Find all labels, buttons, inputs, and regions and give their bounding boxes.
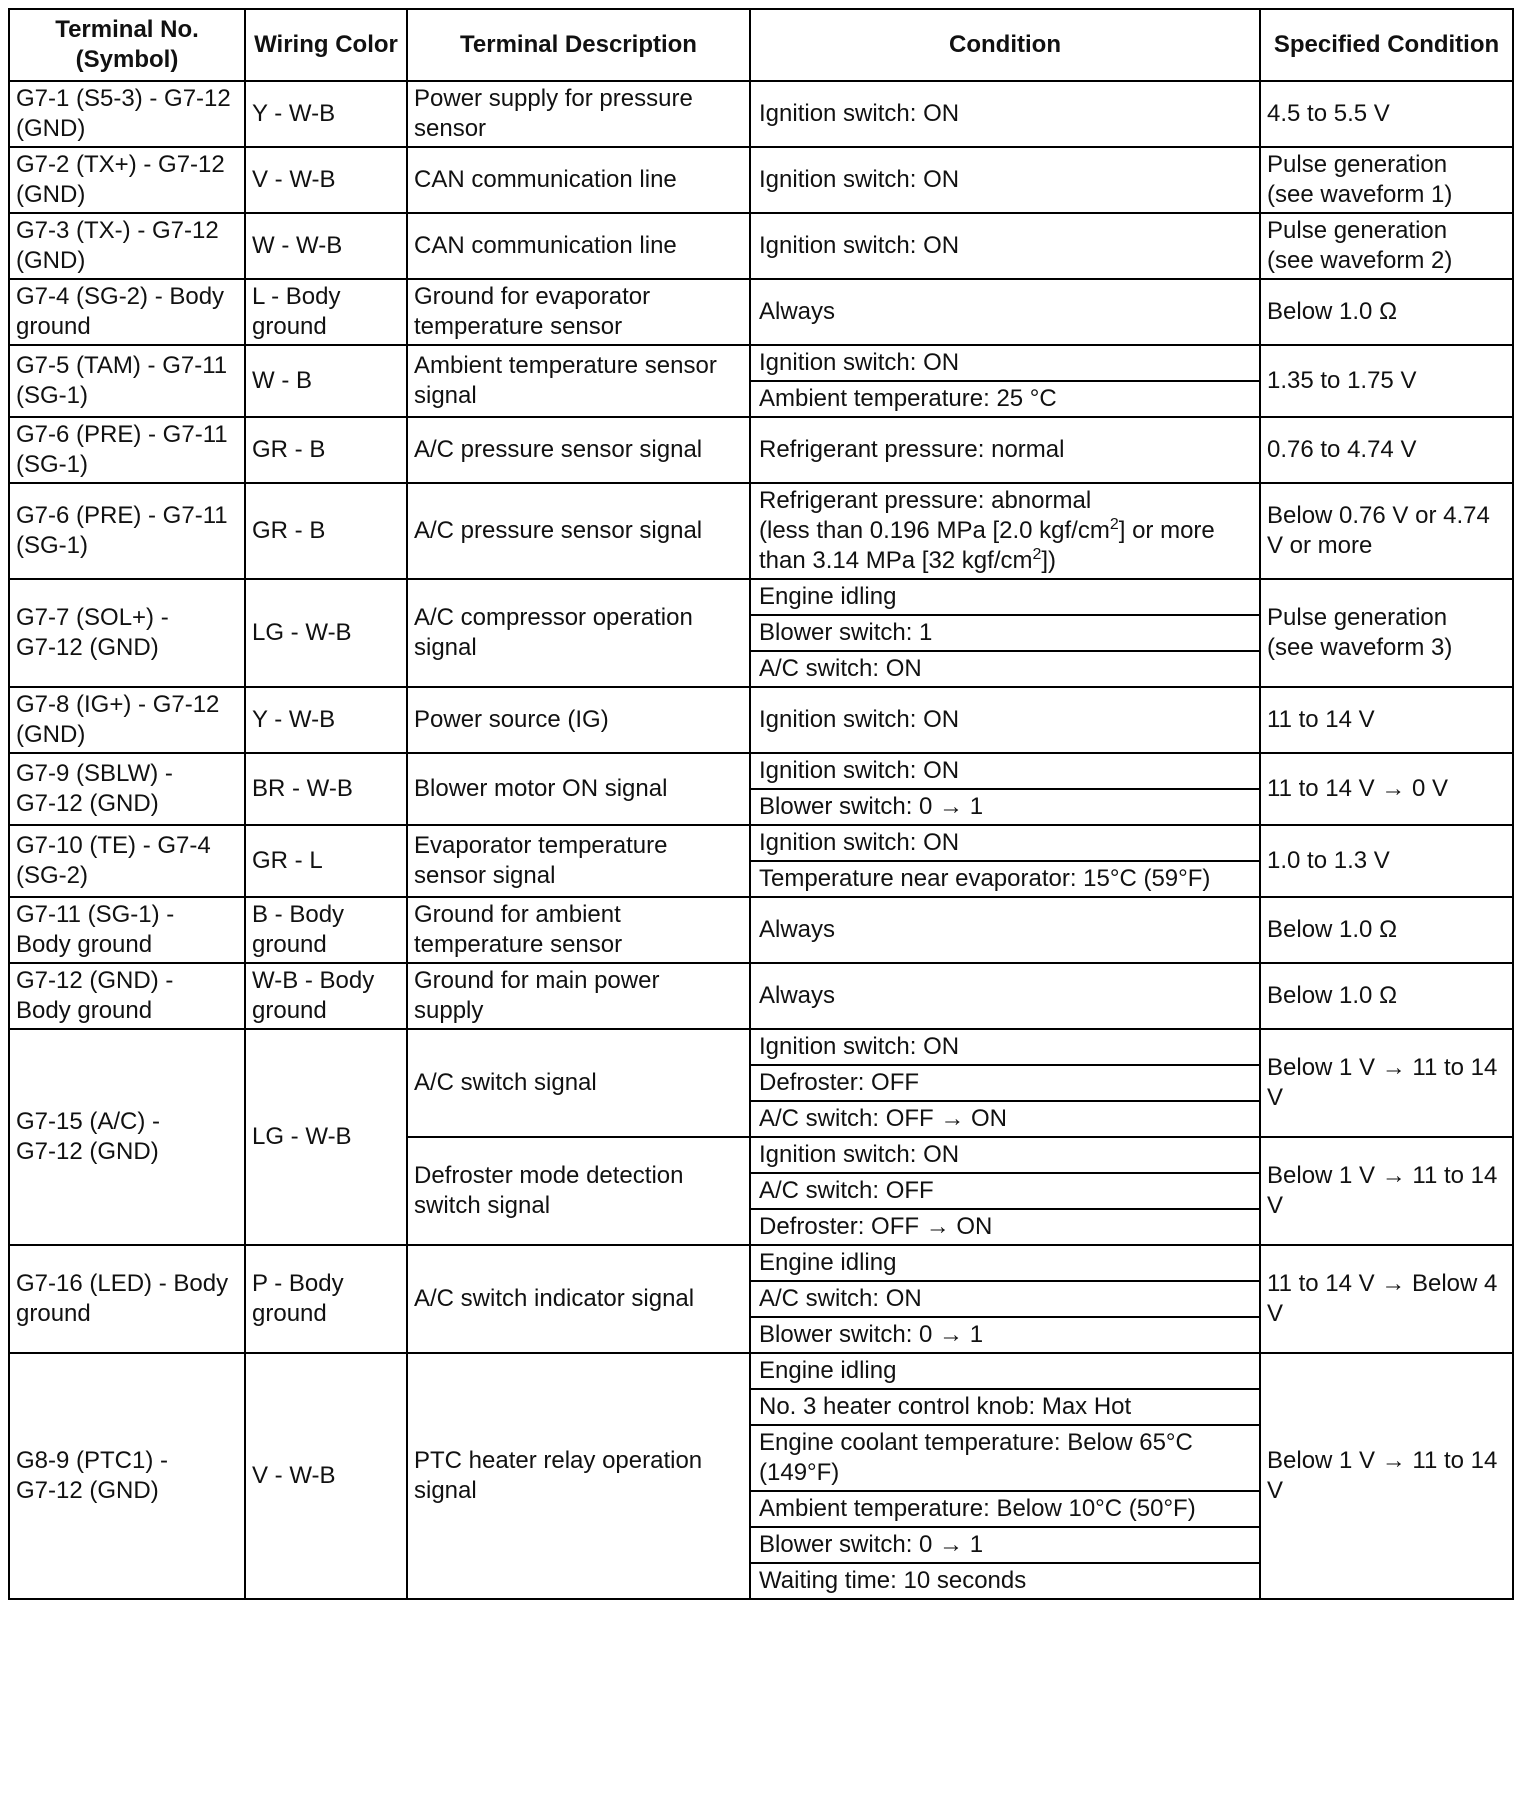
wiring-cell: B - Body ground: [245, 897, 407, 963]
condition-cell: Ignition switch: ON: [750, 81, 1260, 147]
header-specified-condition: Specified Condition: [1260, 9, 1513, 81]
wiring-cell: W-B - Body ground: [245, 963, 407, 1029]
table-row: [9, 417, 1513, 483]
terminal-cell: G7-5 (TAM) - G7-11 (SG-1): [9, 345, 245, 417]
condition-cell: Ambient temperature: Below 10°C (50°F): [750, 1491, 1260, 1527]
table-row: [9, 345, 1513, 381]
table-row: [9, 213, 1513, 279]
condition-cell: Temperature near evaporator: 15°C (59°F): [750, 861, 1260, 897]
terminal-table: [8, 8, 1514, 1600]
condition-cell: Engine idling: [750, 1353, 1260, 1389]
specified-cell: Below 1 V → 11 to 14 V: [1260, 1353, 1513, 1599]
terminal-cell: G7-7 (SOL+) - G7-12 (GND): [9, 579, 245, 687]
description-cell: Ground for main power supply: [407, 963, 750, 1029]
condition-cell: A/C switch: ON: [750, 651, 1260, 687]
terminal-cell: G7-6 (PRE) - G7-11 (SG-1): [9, 417, 245, 483]
condition-cell: A/C switch: ON: [750, 1281, 1260, 1317]
table-row: [9, 81, 1513, 147]
condition-cell: Ignition switch: ON: [750, 825, 1260, 861]
wiring-cell: LG - W-B: [245, 1029, 407, 1245]
wiring-cell: Y - W-B: [245, 687, 407, 753]
condition-cell: Blower switch: 0 → 1: [750, 1317, 1260, 1353]
condition-cell: Ignition switch: ON: [750, 147, 1260, 213]
table-row: [9, 825, 1513, 861]
description-cell: Blower motor ON signal: [407, 753, 750, 825]
wiring-cell: BR - W-B: [245, 753, 407, 825]
specified-cell: 1.0 to 1.3 V: [1260, 825, 1513, 897]
specified-cell: Below 1.0 Ω: [1260, 963, 1513, 1029]
description-cell: Defroster mode detection switch signal: [407, 1137, 750, 1245]
specified-cell: Below 1.0 Ω: [1260, 279, 1513, 345]
terminal-cell: G7-16 (LED) - Body ground: [9, 1245, 245, 1353]
terminal-cell: G7-8 (IG+) - G7-12 (GND): [9, 687, 245, 753]
description-cell: CAN communication line: [407, 147, 750, 213]
specified-cell: Below 1 V → 11 to 14 V: [1260, 1029, 1513, 1137]
condition-cell: Refrigerant pressure: abnormal (less than 0.196 MPa [2.0 kgf/$cm^2$] or more than 3.14 MPa [32 kgf/$cm^2$]): [750, 483, 1260, 579]
specified-cell: Below 0.76 V or 4.74 V or more: [1260, 483, 1513, 579]
condition-cell: Ignition switch: ON: [750, 687, 1260, 753]
condition-cell: Blower switch: 0 → 1: [750, 789, 1260, 825]
condition-cell: Ignition switch: ON: [750, 1029, 1260, 1065]
description-cell: Power supply for pressure sensor: [407, 81, 750, 147]
description-cell: Evaporator temperature sensor signal: [407, 825, 750, 897]
specified-cell: 11 to 14 V → 0 V: [1260, 753, 1513, 825]
table-row: [9, 1353, 1513, 1389]
wiring-cell: GR - B: [245, 417, 407, 483]
header-row: [9, 9, 1513, 81]
description-cell: A/C switch signal: [407, 1029, 750, 1137]
description-cell: A/C compressor operation signal: [407, 579, 750, 687]
wiring-cell: LG - W-B: [245, 579, 407, 687]
description-cell: Ground for ambient temperature sensor: [407, 897, 750, 963]
condition-cell: Blower switch: 0 → 1: [750, 1527, 1260, 1563]
table-row: [9, 147, 1513, 213]
wiring-cell: V - W-B: [245, 1353, 407, 1599]
terminal-cell: G7-6 (PRE) - G7-11 (SG-1): [9, 483, 245, 579]
specified-cell: Pulse generation (see waveform 2): [1260, 213, 1513, 279]
table-row: [9, 279, 1513, 345]
condition-cell: Always: [750, 279, 1260, 345]
condition-cell: Refrigerant pressure: normal: [750, 417, 1260, 483]
description-cell: Ground for evaporator temperature sensor: [407, 279, 750, 345]
table-row: [9, 483, 1513, 579]
table-row: [9, 897, 1513, 963]
condition-cell: Engine coolant temperature: Below 65°C (149°F): [750, 1425, 1260, 1491]
specified-cell: Pulse generation (see waveform 1): [1260, 147, 1513, 213]
table-row: [9, 1029, 1513, 1065]
condition-cell: Waiting time: 10 seconds: [750, 1563, 1260, 1599]
condition-cell: Blower switch: 1: [750, 615, 1260, 651]
wiring-cell: W - W-B: [245, 213, 407, 279]
terminal-cell: G7-11 (SG-1) - Body ground: [9, 897, 245, 963]
wiring-cell: V - W-B: [245, 147, 407, 213]
specified-cell: Below 1 V → 11 to 14 V: [1260, 1137, 1513, 1245]
condition-cell: Ignition switch: ON: [750, 1137, 1260, 1173]
table-row: [9, 753, 1513, 789]
terminal-cell: G7-4 (SG-2) - Body ground: [9, 279, 245, 345]
condition-cell: Ignition switch: ON: [750, 213, 1260, 279]
specified-cell: Pulse generation (see waveform 3): [1260, 579, 1513, 687]
wiring-cell: P - Body ground: [245, 1245, 407, 1353]
condition-cell: Ignition switch: ON: [750, 753, 1260, 789]
condition-cell: Defroster: OFF: [750, 1065, 1260, 1101]
specified-cell: 0.76 to 4.74 V: [1260, 417, 1513, 483]
terminal-cell: G7-9 (SBLW) - G7-12 (GND): [9, 753, 245, 825]
description-cell: A/C pressure sensor signal: [407, 417, 750, 483]
table-row: [9, 687, 1513, 753]
specified-cell: Below 1.0 Ω: [1260, 897, 1513, 963]
condition-cell: A/C switch: OFF → ON: [750, 1101, 1260, 1137]
terminal-cell: G7-12 (GND) - Body ground: [9, 963, 245, 1029]
specified-cell: 11 to 14 V: [1260, 687, 1513, 753]
terminal-cell: G7-2 (TX+) - G7-12 (GND): [9, 147, 245, 213]
condition-cell: Always: [750, 897, 1260, 963]
condition-cell: Defroster: OFF → ON: [750, 1209, 1260, 1245]
header-condition: Condition: [750, 9, 1260, 81]
terminal-cell: G8-9 (PTC1) - G7-12 (GND): [9, 1353, 245, 1599]
specified-cell: 4.5 to 5.5 V: [1260, 81, 1513, 147]
condition-cell: No. 3 heater control knob: Max Hot: [750, 1389, 1260, 1425]
description-cell: Power source (IG): [407, 687, 750, 753]
table-row: [9, 1245, 1513, 1281]
terminal-table-container: [8, 8, 1512, 1600]
header-wiring-color: Wiring Color: [245, 9, 407, 81]
condition-cell: A/C switch: OFF: [750, 1173, 1260, 1209]
description-cell: A/C pressure sensor signal: [407, 483, 750, 579]
condition-cell: Engine idling: [750, 579, 1260, 615]
condition-cell: Always: [750, 963, 1260, 1029]
condition-cell: Engine idling: [750, 1245, 1260, 1281]
condition-cell: Ambient temperature: 25 °C: [750, 381, 1260, 417]
wiring-cell: GR - L: [245, 825, 407, 897]
wiring-cell: L - Body ground: [245, 279, 407, 345]
condition-cell: Ignition switch: ON: [750, 345, 1260, 381]
description-cell: Ambient temperature sensor signal: [407, 345, 750, 417]
description-cell: PTC heater relay operation signal: [407, 1353, 750, 1599]
description-cell: A/C switch indicator signal: [407, 1245, 750, 1353]
table-row: [9, 963, 1513, 1029]
wiring-cell: W - B: [245, 345, 407, 417]
terminal-cell: G7-1 (S5-3) - G7-12 (GND): [9, 81, 245, 147]
header-terminal: Terminal No. (Symbol): [9, 9, 245, 81]
wiring-cell: GR - B: [245, 483, 407, 579]
header-terminal-description: Terminal Description: [407, 9, 750, 81]
table-row: [9, 579, 1513, 615]
wiring-cell: Y - W-B: [245, 81, 407, 147]
specified-cell: 11 to 14 V → Below 4 V: [1260, 1245, 1513, 1353]
description-cell: CAN communication line: [407, 213, 750, 279]
terminal-cell: G7-10 (TE) - G7-4 (SG-2): [9, 825, 245, 897]
terminal-cell: G7-3 (TX-) - G7-12 (GND): [9, 213, 245, 279]
terminal-cell: G7-15 (A/C) - G7-12 (GND): [9, 1029, 245, 1245]
specified-cell: 1.35 to 1.75 V: [1260, 345, 1513, 417]
